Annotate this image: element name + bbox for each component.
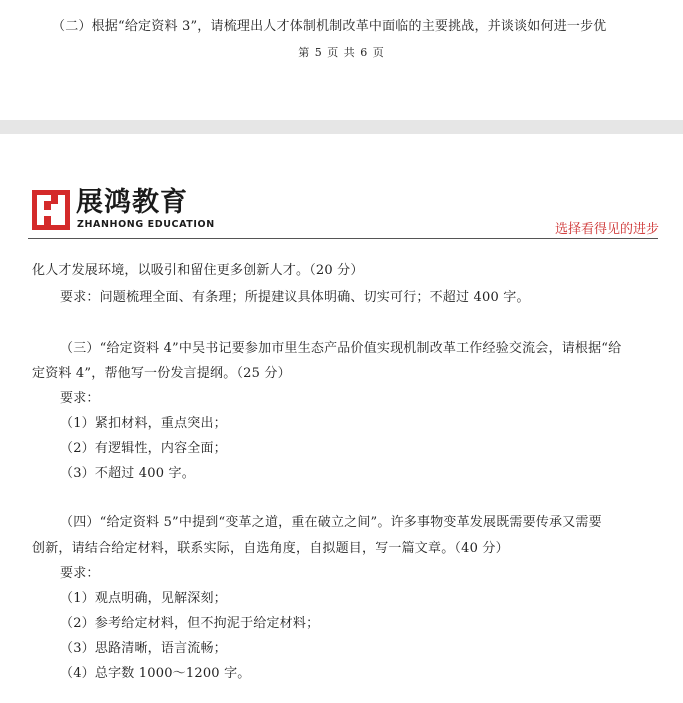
header-divider xyxy=(28,238,658,239)
question-2-continuation: 化人才发展环境，以吸引和留住更多创新人才。（20 分） xyxy=(32,263,364,278)
company-logo xyxy=(32,187,215,234)
question-3-requirement-3: （3）不超过 400 字。 xyxy=(60,466,195,481)
page-number: 第 5 页 共 6 页 xyxy=(298,46,385,59)
question-3-requirement-2: （2）有逻辑性，内容全面； xyxy=(60,441,227,456)
question-3-requirement-title: 要求： xyxy=(60,391,100,406)
question-4-requirement-title: 要求： xyxy=(60,566,100,581)
question-4-requirement-1: （1）观点明确，见解深刻； xyxy=(60,591,227,606)
question-4-requirement-2: （2）参考给定材料，但不拘泥于给定材料； xyxy=(60,616,320,631)
question-4-requirement-4: （4）总字数 1000～1200 字。 xyxy=(60,666,251,681)
question-3-line-2: 定资料 4”，帮他写一份发言提纲。（25 分） xyxy=(32,366,291,381)
question-2-first-line: （二）根据“给定资料 3”，请梳理出人才体制机制改革中面临的主要挑战，并谈谈如何进一步优 xyxy=(52,19,607,34)
question-4-line-1: （四）“给定资料 5”中提到“变革之道，重在破立之间”。许多事物变革发展既需要传承又需要 xyxy=(60,515,602,530)
logo-chinese-text: 展鸿教育 xyxy=(76,187,188,218)
slogan: 选择看得见的进步 xyxy=(554,222,659,237)
previous-page-bottom xyxy=(0,0,683,120)
question-4-requirement-3: （3）思路清晰，语言流畅； xyxy=(60,641,227,656)
question-4-line-2: 创新，请结合给定材料，联系实际，自选角度，自拟题目，写一篇文章。（40 分） xyxy=(32,541,509,556)
question-2-requirement: 要求：问题梳理全面、有条理；所提建议具体明确、切实可行；不超过 400 字。 xyxy=(60,290,530,305)
question-3-requirement-1: （1）紧扣材料，重点突出； xyxy=(60,416,227,431)
page-separator xyxy=(0,120,683,134)
zhanhong-logo-icon xyxy=(32,190,70,230)
logo-english-text: ZHANHONG EDUCATION xyxy=(77,219,215,230)
question-3-line-1: （三）“给定资料 4”中吴书记要参加市里生态产品价值实现机制改革工作经验交流会，请根据“给 xyxy=(60,341,622,356)
